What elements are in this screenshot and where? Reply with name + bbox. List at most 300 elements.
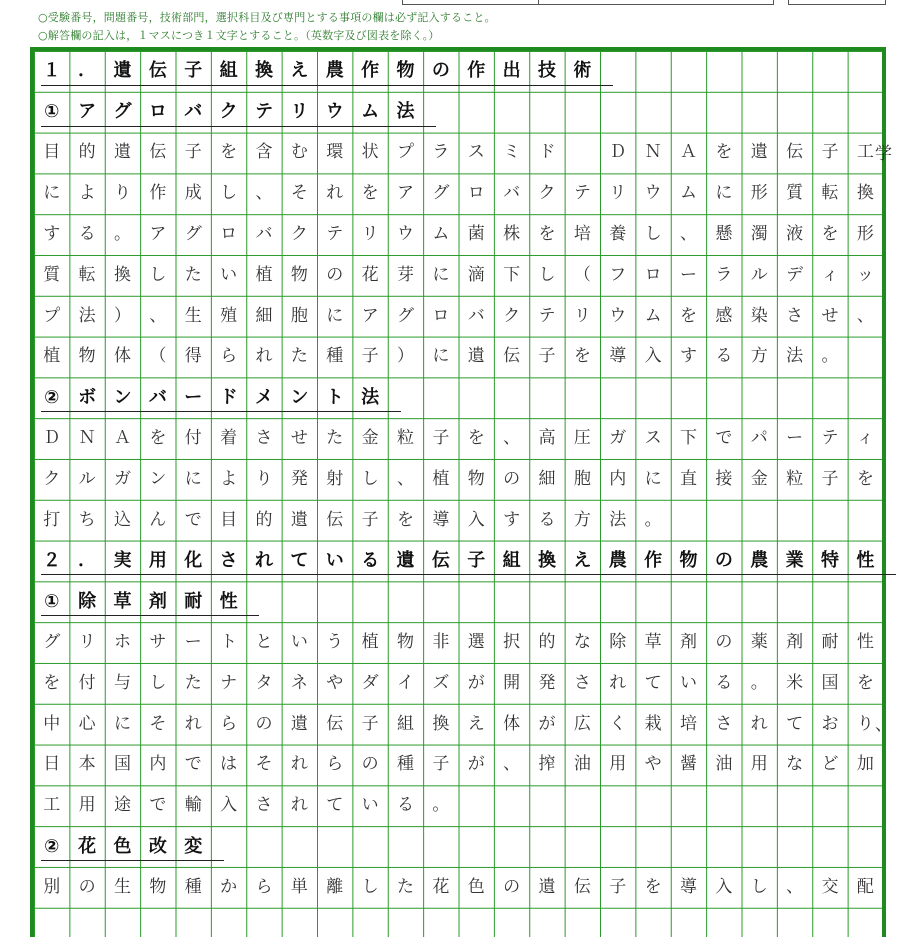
grid-char [565, 133, 600, 174]
grid-char: ． [78, 60, 97, 82]
grid-char: 遺 [113, 142, 131, 163]
grid-char: ） [396, 346, 414, 367]
grid-char: 伝 [326, 509, 344, 530]
grid-char: テ [538, 305, 556, 326]
grid-char: 入 [715, 876, 733, 897]
text-row [34, 704, 892, 745]
grid-char: ム [644, 305, 662, 326]
grid-char: 用 [609, 754, 627, 775]
grid-char: 形 [750, 183, 768, 204]
grid-char: 工 [43, 795, 61, 816]
grid-char: 遺 [750, 142, 768, 163]
grid-char: 法 [786, 346, 804, 367]
grid-char: の [715, 632, 733, 653]
grid-char: 択 [503, 632, 521, 653]
grid-char: 質 [786, 183, 804, 204]
grid-char: プ [43, 305, 61, 326]
text-row [34, 337, 883, 378]
grid-char: 油 [573, 754, 591, 775]
grid-char: お [821, 713, 839, 734]
grid-char: 業 [785, 549, 804, 571]
grid-char: に [715, 183, 733, 204]
grid-char: 術 [573, 60, 592, 82]
grid-char: 広 [573, 713, 591, 734]
grid-char: ロ [148, 101, 167, 123]
grid-char: 米 [786, 672, 804, 693]
grid-char: い [679, 672, 697, 693]
grid-char: れ [290, 754, 308, 775]
grid-char: ） [113, 305, 131, 326]
grid-char: 。 [750, 672, 768, 693]
grid-char: ガ [609, 428, 627, 449]
grid-char: ム [361, 101, 380, 123]
grid-char: に [432, 264, 450, 285]
grid-char: 剤 [786, 632, 804, 653]
grid-char: 作 [361, 60, 380, 82]
grid-char: 胞 [290, 305, 308, 326]
grid-char: グ [432, 183, 450, 204]
grid-char: れ [750, 713, 768, 734]
grid-char: ー [184, 632, 202, 653]
grid-char: さ [255, 795, 273, 816]
grid-char: 入 [467, 509, 485, 530]
grid-char: 組 [219, 60, 238, 82]
grid-char: し [361, 876, 379, 897]
grid-char: 接 [715, 468, 733, 489]
grid-char: 的 [78, 142, 96, 163]
grid-char: ウ [609, 305, 627, 326]
grid-char: な [573, 632, 591, 653]
grid-char: 子 [432, 428, 450, 449]
grid-char: 組 [396, 713, 414, 734]
grid-char: ア [78, 101, 97, 123]
grid-char: せ [821, 305, 839, 326]
grid-char: ウ [325, 101, 344, 123]
grid-char: バ [503, 183, 521, 204]
heading-underline [41, 126, 436, 127]
grid-char: 栽 [644, 713, 662, 734]
grid-char: を [715, 142, 733, 163]
grid-char: 入 [644, 346, 662, 367]
grid-char: 換 [254, 60, 273, 82]
instruction-note-2: ○解答欄の記入は，１マスにつき１文字とすること。（英数字及び図表を除く。） [38, 29, 440, 42]
grid-char: 射 [326, 468, 344, 489]
grid-char: ド [219, 386, 238, 408]
grid-char: 伝 [503, 346, 521, 367]
grid-char: 性 [856, 549, 875, 571]
grid-char: 別 [43, 876, 61, 897]
grid-char: 出 [502, 60, 521, 82]
grid-char: 物 [679, 549, 698, 571]
grid-char: 環 [326, 142, 344, 163]
grid-char: 換 [537, 549, 556, 571]
grid-char: 子 [821, 468, 839, 489]
grid-char: 用 [148, 549, 167, 571]
grid-char: ら [220, 346, 238, 367]
grid-char: 植 [255, 264, 273, 285]
grid-char: ① [44, 590, 60, 612]
grid-char: ． [78, 549, 97, 571]
grid-char: に [326, 305, 344, 326]
grid-char: 込 [113, 509, 131, 530]
grid-char: 培 [679, 713, 697, 734]
grid-char: 除 [609, 632, 627, 653]
grid-char: 転 [821, 183, 839, 204]
grid-char: 作 [149, 183, 167, 204]
grid-char: る [538, 509, 556, 530]
grid-char: 子 [361, 713, 379, 734]
grid-char: す [679, 346, 697, 367]
grid-char: た [184, 672, 202, 693]
grid-char: Ａ [679, 142, 697, 163]
grid-char: の [326, 264, 344, 285]
grid-char: で [715, 428, 733, 449]
grid-char: は [220, 754, 238, 775]
grid-char: Ｄ [43, 428, 61, 449]
grid-char: 実 [113, 549, 132, 571]
grid-char: 、 [679, 224, 697, 245]
grid-char: 物 [149, 876, 167, 897]
grid-char: る [715, 346, 733, 367]
grid-char: 化 [184, 549, 203, 571]
grid-char: 芽 [396, 264, 414, 285]
grid-char: ど [821, 754, 839, 775]
grid-char: 種 [396, 754, 414, 775]
grid-char: れ [255, 346, 273, 367]
grid-char: プ [396, 142, 414, 163]
grid-char: さ [786, 305, 804, 326]
grid-char: 心 [78, 713, 96, 734]
grid-char: ウ [396, 224, 414, 245]
grid-char: く [609, 713, 627, 734]
grid-char: 耐 [184, 590, 203, 612]
grid-char: （ [149, 346, 167, 367]
grid-char: 発 [290, 468, 308, 489]
grid-char: し [538, 264, 556, 285]
grid-char: 中 [43, 713, 61, 734]
grid-char: ッ [856, 264, 874, 285]
grid-char: 、 [856, 305, 874, 326]
grid-char: ダ [361, 672, 379, 693]
grid-char: よ [220, 468, 238, 489]
grid-char: ア [149, 224, 167, 245]
grid-char: え [573, 549, 592, 571]
problem-number-box [788, 0, 886, 5]
grid-char: 搾 [538, 754, 556, 775]
grid-char: 生 [113, 876, 131, 897]
grid-char: 伝 [149, 142, 167, 163]
text-row [34, 173, 883, 214]
grid-char: テ [573, 183, 591, 204]
grid-char: を [396, 509, 414, 530]
grid-char: 変 [184, 835, 203, 857]
grid-char: ア [361, 305, 379, 326]
grid-char: 下 [503, 264, 521, 285]
grid-char: 改 [148, 835, 167, 857]
grid-char: を [149, 428, 167, 449]
grid-char: 方 [573, 509, 591, 530]
grid-char: 作 [644, 549, 663, 571]
grid-char: 国 [113, 754, 131, 775]
exam-number-box [402, 0, 774, 5]
grid-char: ド [538, 142, 556, 163]
grid-char: 遺 [538, 876, 556, 897]
text-row [34, 459, 883, 500]
heading-underline [41, 574, 896, 575]
grid-char: を [467, 428, 485, 449]
grid-char: 子 [821, 142, 839, 163]
grid-char: ン [149, 468, 167, 489]
grid-char: し [149, 672, 167, 693]
grid-char: 感 [715, 305, 733, 326]
grid-char: １ [42, 60, 61, 82]
grid-char: 生 [184, 305, 202, 326]
grid-char: ム [432, 224, 450, 245]
grid-char: 物 [396, 60, 415, 82]
grid-char: 。 [432, 795, 450, 816]
grid-char: が [538, 713, 556, 734]
box-divider [538, 0, 539, 4]
grid-char: に [184, 468, 202, 489]
grid-char: 種 [326, 346, 344, 367]
text-row [34, 663, 883, 704]
grid-char: リ [361, 224, 379, 245]
grid-char: 養 [609, 224, 627, 245]
grid-char: 選 [467, 632, 485, 653]
grid-char: ら [326, 754, 344, 775]
grid-char: の [255, 713, 273, 734]
grid-char: ラ [715, 264, 733, 285]
grid-char: 含 [255, 142, 273, 163]
grid-char: さ [255, 428, 273, 449]
grid-char: バ [255, 224, 273, 245]
grid-char: た [326, 428, 344, 449]
grid-char: 農 [750, 549, 769, 571]
grid-char: 国 [821, 672, 839, 693]
grid-char: り [113, 183, 131, 204]
grid-char: 花 [432, 876, 450, 897]
grid-char: 植 [432, 468, 450, 489]
grid-char: テ [821, 428, 839, 449]
grid-char: で [149, 795, 167, 816]
instruction-note-1: ○受験番号，問題番号，技術部門，選択科目及び専門とする事項の欄は必ず記入すること。 [38, 11, 496, 24]
grid-char: 。 [113, 224, 131, 245]
grid-char: 高 [538, 428, 556, 449]
grid-char: 付 [78, 672, 96, 693]
grid-char: た [396, 876, 414, 897]
grid-char: 子 [467, 549, 486, 571]
grid-char: ズ [432, 672, 450, 693]
grid-char: 本 [78, 754, 96, 775]
grid-char: 与 [113, 672, 131, 693]
grid-char: ン [113, 386, 132, 408]
grid-char: 殖 [220, 305, 238, 326]
grid-char: 子 [184, 142, 202, 163]
grid-char: 圧 [573, 428, 591, 449]
grid-char: 懸 [715, 224, 733, 245]
grid-char: る [361, 549, 380, 571]
grid-char: 用 [750, 754, 768, 775]
heading-underline [41, 860, 224, 861]
grid-char: ち [78, 509, 96, 530]
grid-char: 法 [609, 509, 627, 530]
grid-char: て [326, 795, 344, 816]
grid-char: 色 [467, 876, 485, 897]
grid-char: 交 [821, 876, 839, 897]
grid-char: ー [786, 428, 804, 449]
grid-char: 物 [396, 632, 414, 653]
grid-char: 作 [467, 60, 486, 82]
grid-char: 、 [396, 468, 414, 489]
grid-char: 打 [43, 509, 61, 530]
grid-char: サ [149, 632, 167, 653]
text-row [34, 296, 883, 337]
grid-char: リ [609, 183, 627, 204]
grid-char: 液 [786, 224, 804, 245]
grid-char: Ｎ [78, 428, 96, 449]
grid-char: 形 [856, 224, 874, 245]
grid-char: ロ [432, 305, 450, 326]
grid-char: 成 [184, 183, 202, 204]
grid-char: 下 [679, 428, 697, 449]
grid-char: ① [44, 101, 60, 123]
grid-char: 粒 [786, 468, 804, 489]
grid-char: ナ [220, 672, 238, 693]
heading-underline [41, 615, 259, 616]
grid-char: を [856, 468, 874, 489]
grid-char: ィ [821, 264, 839, 285]
grid-char: 花 [78, 835, 97, 857]
grid-char: グ [184, 224, 202, 245]
grid-char: 株 [503, 224, 521, 245]
grid-char: ト [325, 386, 344, 408]
grid-char: さ [219, 549, 238, 571]
grid-char: れ [254, 549, 273, 571]
grid-char: 単 [290, 876, 308, 897]
grid-char: そ [149, 713, 167, 734]
text-row [34, 745, 883, 786]
grid-char: え [467, 713, 485, 734]
grid-char: グ [43, 632, 61, 653]
grid-char: ん [149, 509, 167, 530]
grid-char: を [220, 142, 238, 163]
grid-char: Ａ [113, 428, 131, 449]
grid-char: 的 [255, 509, 273, 530]
grid-char: 金 [750, 468, 768, 489]
grid-char: ー [679, 264, 697, 285]
grid-char: 発 [538, 672, 556, 693]
grid-char: 耐 [821, 632, 839, 653]
grid-char: す [43, 224, 61, 245]
grid-char: 。 [644, 509, 662, 530]
grid-char: 目 [43, 142, 61, 163]
grid-char: ボ [78, 386, 97, 408]
grid-char: る [78, 224, 96, 245]
grid-char: る [715, 672, 733, 693]
grid-char: 体 [113, 346, 131, 367]
grid-char: に [113, 713, 131, 734]
grid-char: さ [715, 713, 733, 734]
grid-char: 醤 [679, 754, 697, 775]
grid-char: 質 [43, 264, 61, 285]
grid-char: と [255, 632, 273, 653]
grid-char: 胞 [573, 468, 591, 489]
grid-char: 剤 [148, 590, 167, 612]
grid-char: ィ [856, 428, 874, 449]
grid-char: を [679, 305, 697, 326]
grid-char: 日 [43, 754, 61, 775]
grid-char: ２ [42, 549, 61, 571]
grid-char: の [714, 549, 733, 571]
grid-char: 用 [78, 795, 96, 816]
text-row [34, 785, 883, 826]
grid-char: 子 [432, 754, 450, 775]
grid-char: を [821, 224, 839, 245]
grid-char: バ [148, 386, 167, 408]
grid-char: グ [396, 305, 414, 326]
grid-char: に [43, 183, 61, 204]
grid-char: 組 [502, 549, 521, 571]
answer-grid-sheet [30, 47, 892, 937]
grid-char: ム [679, 183, 697, 204]
grid-char: の [361, 754, 379, 775]
grid-char: ら [220, 713, 238, 734]
grid-char: 物 [78, 346, 96, 367]
grid-char: 粒 [396, 428, 414, 449]
grid-char: 内 [609, 468, 627, 489]
text-row [34, 255, 883, 296]
heading-underline [41, 85, 613, 86]
grid-char: れ [184, 713, 202, 734]
grid-char: 状 [361, 142, 379, 163]
grid-char: リ [573, 305, 591, 326]
text-row [34, 500, 883, 541]
grid-char: ② [44, 386, 60, 408]
grid-char: 性 [219, 590, 238, 612]
grid-char: し [149, 264, 167, 285]
grid-char: ル [78, 468, 96, 489]
text-row [34, 214, 883, 255]
grid-char: ク [219, 101, 238, 123]
grid-char: 体 [503, 713, 521, 734]
grid-char: そ [255, 754, 273, 775]
grid-char: 転 [78, 264, 96, 285]
overflow-char: 学 [875, 143, 892, 164]
grid-char: ク [538, 183, 556, 204]
grid-char: 内 [149, 754, 167, 775]
grid-char: 子 [361, 346, 379, 367]
grid-char: ホ [113, 632, 131, 653]
grid-char: い [290, 632, 308, 653]
grid-char: ウ [644, 183, 662, 204]
grid-char: か [220, 876, 238, 897]
grid-char: 導 [432, 509, 450, 530]
grid-char: バ [184, 101, 203, 123]
grid-char: 法 [396, 101, 415, 123]
grid-char: 、 [786, 876, 804, 897]
grid-char: リ [78, 632, 96, 653]
grid-char: し [361, 468, 379, 489]
grid-char: の [431, 60, 450, 82]
grid-char: り [255, 468, 273, 489]
text-row [34, 622, 883, 663]
grid-char: 細 [255, 305, 273, 326]
grid-char: 伝 [431, 549, 450, 571]
grid-char: を [573, 346, 591, 367]
grid-char: ル [750, 264, 768, 285]
grid-char: 開 [503, 672, 521, 693]
grid-char: グ [113, 101, 132, 123]
